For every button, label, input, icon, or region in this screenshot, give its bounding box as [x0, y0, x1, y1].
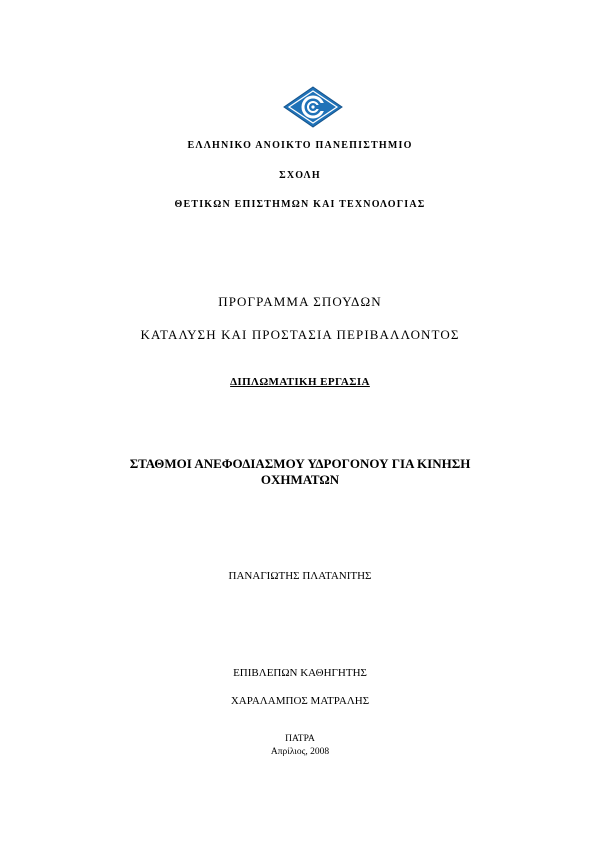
- school-label: ΣΧΟΛΗ: [279, 170, 321, 181]
- school-name: ΘΕΤΙΚΩΝ ΕΠΙΣΤΗΜΩΝ ΚΑΙ ΤΕΧΝΟΛΟΓΙΑΣ: [174, 199, 426, 210]
- supervisor-label: ΕΠΙΒΛΕΠΩΝ ΚΑΘΗΓΗΤΗΣ: [233, 667, 367, 679]
- city: ΠΑΤΡΑ: [285, 734, 315, 744]
- thesis-type: ΔΙΠΛΩΜΑΤΙΚΗ ΕΡΓΑΣΙΑ: [230, 376, 370, 388]
- university-name: ΕΛΛΗΝΙΚΟ ΑΝΟΙΚΤΟ ΠΑΝΕΠΙΣΤΗΜΙΟ: [187, 140, 413, 151]
- program-label: ΠΡΟΓΡΑΜΜΑ ΣΠΟΥΔΩΝ: [218, 294, 382, 309]
- author-name: ΠΑΝΑΓΙΩΤΗΣ ΠΛΑΤΑΝΙΤΗΣ: [228, 570, 372, 582]
- supervisor-name: ΧΑΡΑΛΑΜΠΟΣ ΜΑΤΡΑΛΗΣ: [230, 695, 370, 707]
- thesis-title-line2: ΟΧΗΜΑΤΩΝ: [260, 472, 340, 487]
- university-logo-icon: [283, 86, 343, 128]
- date: Απρίλιος, 2008: [270, 747, 330, 757]
- program-name: ΚΑΤΑΛΥΣΗ ΚΑΙ ΠΡΟΣΤΑΣΙΑ ΠΕΡΙΒΑΛΛΟΝΤΟΣ: [140, 327, 460, 342]
- thesis-title-line1: ΣΤΑΘΜΟΙ ΑΝΕΦΟΔΙΑΣΜΟΥ ΥΔΡΟΓΟΝΟΥ ΓΙΑ ΚΙΝΗΣΗ: [129, 456, 471, 471]
